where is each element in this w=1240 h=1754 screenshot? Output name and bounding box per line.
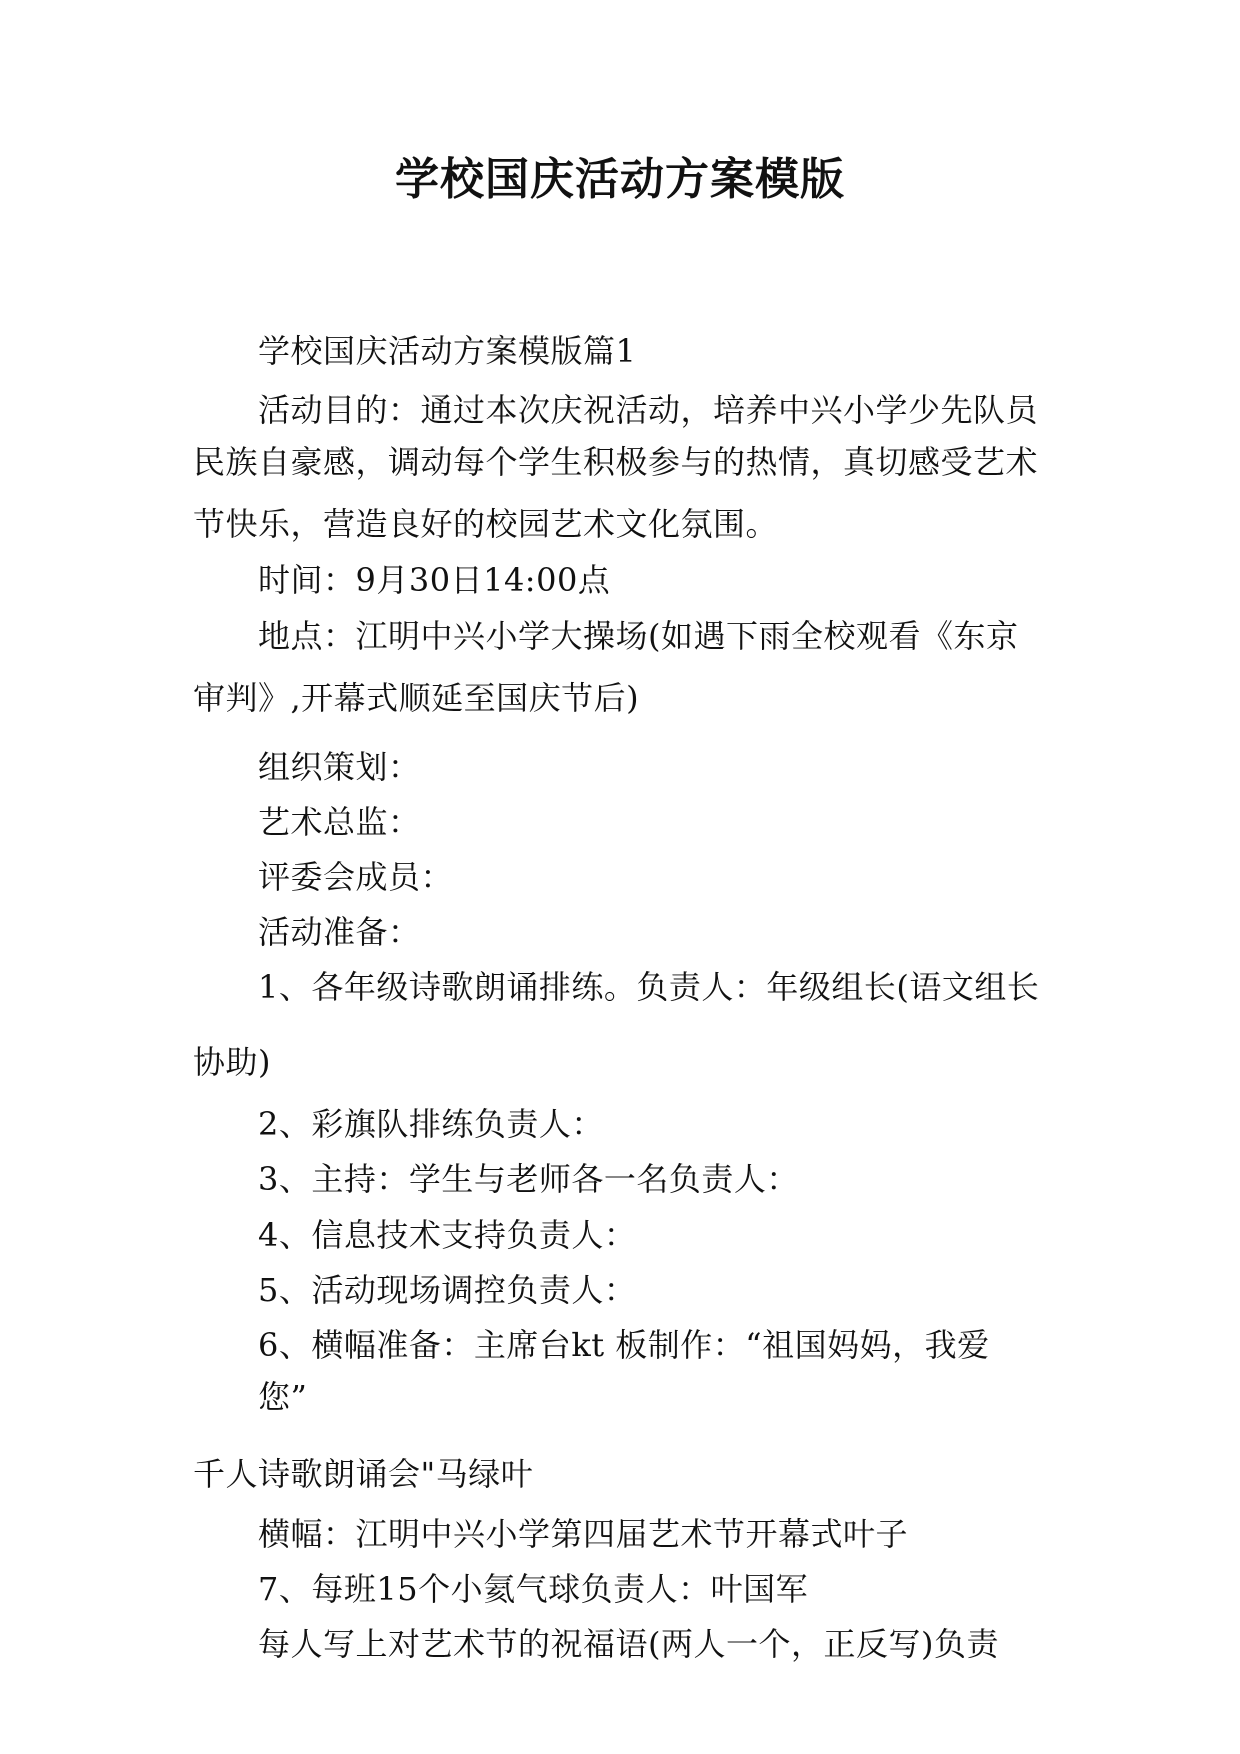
paragraph-line: 评委会成员： (258, 858, 454, 896)
paragraph-line: 地点：江明中兴小学大操场(如遇下雨全校观看《东京 (258, 617, 1019, 655)
paragraph-line: 6、横幅准备：主席台kt 板制作：“祖国妈妈，我爱 (258, 1326, 990, 1364)
paragraph-line: 审判》,开幕式顺延至国庆节后) (193, 679, 640, 717)
paragraph-line: 横幅：江明中兴小学第四届艺术节开幕式叶子 (258, 1515, 909, 1553)
paragraph-line: 4、信息技术支持负责人： (258, 1216, 637, 1254)
paragraph-line: 2、彩旗队排练负责人： (258, 1105, 604, 1143)
paragraph-line: 3、主持：学生与老师各一名负责人： (258, 1160, 799, 1198)
section-heading: 学校国庆活动方案模版篇1 (258, 332, 637, 370)
paragraph-line: 时间：9月30日14:00点 (258, 561, 611, 599)
paragraph-line: 节快乐，营造良好的校园艺术文化氛围。 (193, 505, 779, 543)
paragraph-line: 艺术总监： (258, 803, 421, 841)
paragraph-line: 协助) (193, 1043, 271, 1081)
paragraph-line: 民族自豪感，调动每个学生积极参与的热情，真切感受艺术 (193, 443, 1039, 481)
paragraph-line: 5、活动现场调控负责人： (258, 1271, 637, 1309)
paragraph-line: 千人诗歌朗诵会"马绿叶 (193, 1455, 534, 1493)
paragraph-line: 您” (258, 1378, 308, 1416)
paragraph-line: 每人写上对艺术节的祝福语(两人一个，正反写)负责 (258, 1625, 999, 1663)
paragraph-line: 组织策划： (258, 748, 421, 786)
paragraph-line: 1、各年级诗歌朗诵排练。负责人：年级组长(语文组长 (258, 968, 1040, 1006)
paragraph-line: 活动准备： (258, 913, 421, 951)
document-title: 学校国庆活动方案模版 (395, 154, 845, 205)
paragraph-line: 7、每班15个小氦气球负责人：叶国军 (258, 1570, 809, 1608)
paragraph-line: 活动目的：通过本次庆祝活动，培养中兴小学少先队员 (258, 391, 1039, 429)
